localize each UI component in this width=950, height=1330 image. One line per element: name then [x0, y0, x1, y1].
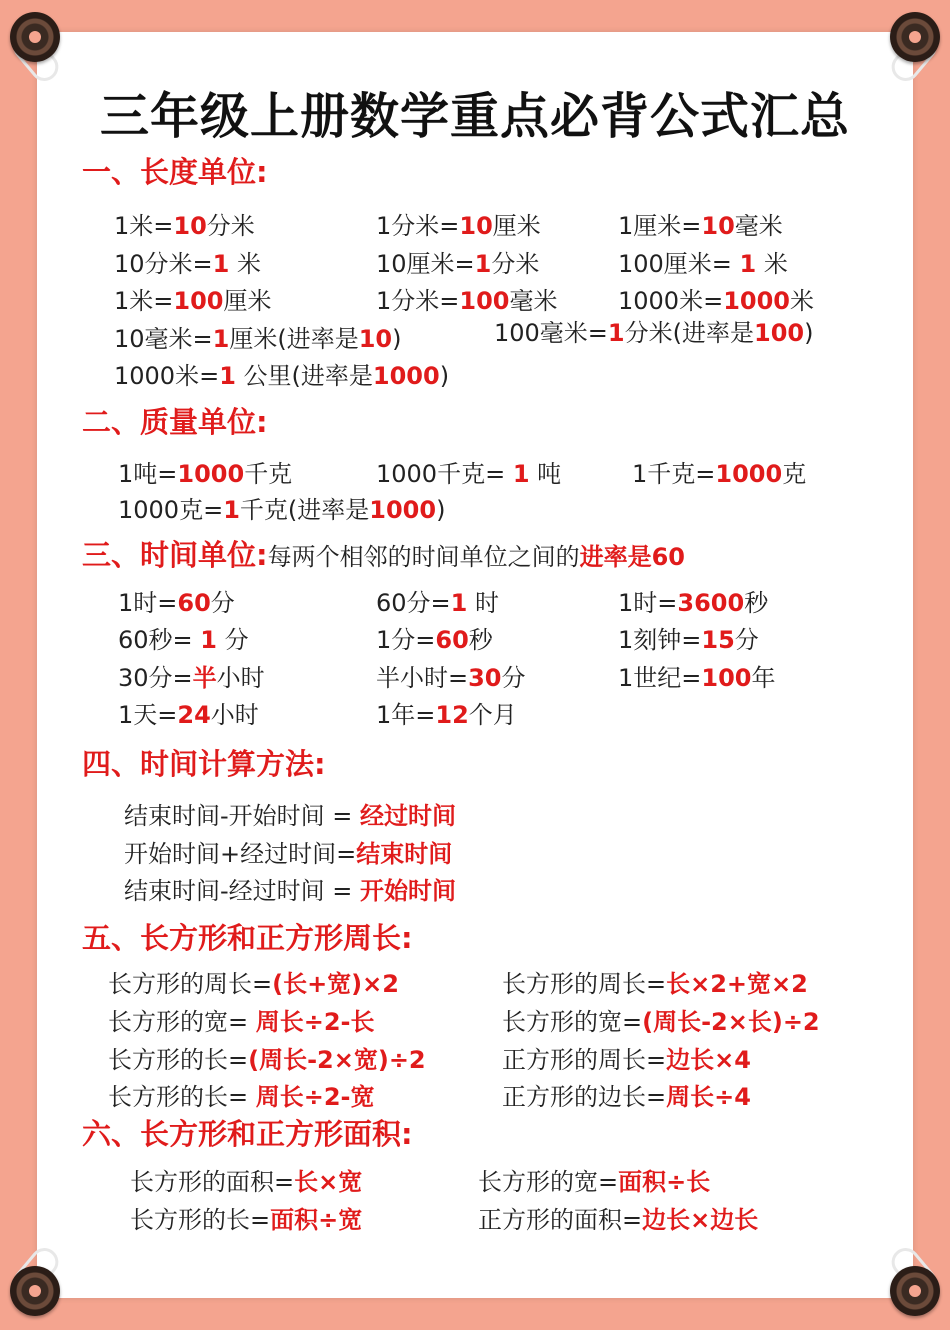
formula-item: 1天=24小时: [118, 701, 259, 729]
formula-item: 1吨=1000千克: [118, 460, 293, 488]
formula-item: 正方形的周长=边长×4: [502, 1046, 751, 1074]
formula-item: 1分米=100毫米: [376, 287, 558, 315]
section-heading-time: 三、时间单位:每两个相邻的时间单位之间的进率是60: [82, 538, 686, 572]
formula-item: 60秒= 1 分: [118, 626, 249, 654]
formula-item: 半小时=30分: [376, 664, 526, 692]
grommet-icon: [890, 1266, 940, 1316]
formula-item: 结束时间-开始时间 = 经过时间: [124, 802, 457, 830]
formula-item: 长方形的面积=长×宽: [130, 1168, 363, 1196]
formula-item: 10厘米=1分米: [376, 250, 540, 278]
formula-item: 1000米=1 公里(进率是1000): [114, 362, 450, 390]
formula-item: 1世纪=100年: [618, 664, 776, 692]
formula-item: 正方形的边长=周长÷4: [502, 1083, 751, 1111]
grommet-icon: [10, 1266, 60, 1316]
formula-item: 结束时间-经过时间 = 开始时间: [124, 877, 457, 905]
formula-item: 1分=60秒: [376, 626, 493, 654]
formula-item: 1厘米=10毫米: [618, 212, 783, 240]
formula-item: 长方形的宽= 周长÷2-长: [108, 1008, 375, 1036]
page-title: 三年级上册数学重点必背公式汇总: [99, 88, 850, 145]
section-heading-length: 一、长度单位:: [82, 155, 268, 189]
formula-item: 长方形的长=(周长-2×宽)÷2: [108, 1046, 426, 1074]
section-heading-mass: 二、质量单位:: [82, 405, 268, 439]
formula-item: 长方形的长=面积÷宽: [130, 1206, 363, 1234]
formula-item: 10分米=1 米: [114, 250, 261, 278]
formula-item: 1米=10分米: [114, 212, 255, 240]
formula-item: 100厘米= 1 米: [618, 250, 788, 278]
section-heading-perimeter: 五、长方形和正方形周长:: [82, 921, 413, 955]
formula-item: 长方形的周长=(长+宽)×2: [108, 970, 399, 998]
formula-item: 30分=半小时: [118, 664, 265, 692]
formula-item: 1000千克= 1 吨: [376, 460, 562, 488]
formula-item: 1时=60分: [118, 589, 235, 617]
formula-item: 10毫米=1厘米(进率是10): [114, 325, 402, 353]
formula-item: 1刻钟=15分: [618, 626, 759, 654]
grommet-icon: [890, 12, 940, 62]
formula-item: 100毫米=1分米(进率是100): [494, 319, 814, 347]
formula-item: 1千克=1000克: [632, 460, 807, 488]
formula-item: 长方形的周长=长×2+宽×2: [502, 970, 808, 998]
formula-item: 1分米=10厘米: [376, 212, 541, 240]
formula-item: 1时=3600秒: [618, 589, 769, 617]
formula-item: 1米=100厘米: [114, 287, 272, 315]
formula-item: 长方形的宽=面积÷长: [478, 1168, 711, 1196]
formula-item: 长方形的长= 周长÷2-宽: [108, 1083, 375, 1111]
grommet-icon: [10, 12, 60, 62]
formula-item: 60分=1 时: [376, 589, 499, 617]
formula-item: 1000克=1千克(进率是1000): [118, 496, 446, 524]
formula-item: 长方形的宽=(周长-2×长)÷2: [502, 1008, 820, 1036]
formula-item: 1年=12个月: [376, 701, 517, 729]
section-heading-area: 六、长方形和正方形面积:: [82, 1117, 413, 1151]
formula-item: 正方形的面积=边长×边长: [478, 1206, 759, 1234]
section-heading-time-calc: 四、时间计算方法:: [82, 747, 326, 781]
formula-item: 1000米=1000米: [618, 287, 814, 315]
formula-item: 开始时间+经过时间=结束时间: [124, 840, 453, 868]
